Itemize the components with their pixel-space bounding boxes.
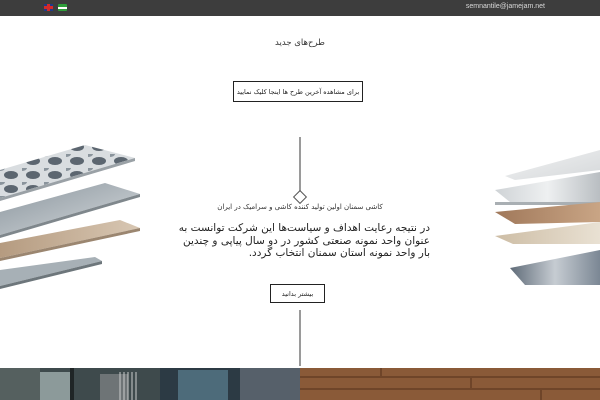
divider-line-bottom: [299, 310, 301, 366]
contact-email-link[interactable]: semnantile@jamejam.net: [465, 3, 545, 10]
new-designs-title: طرح‌های جدید: [275, 38, 325, 48]
divider-line-top: [299, 137, 301, 191]
view-latest-designs-button[interactable]: برای مشاهده آخرین طرح ها اینجا کلیک نمایید: [233, 81, 363, 102]
uk-flag-icon[interactable]: [44, 4, 53, 11]
top-bar: [0, 0, 600, 16]
bottom-photo-strip: [0, 368, 600, 400]
learn-more-button[interactable]: بیشتر بدانید: [270, 284, 325, 303]
tiles-left-illustration: [0, 140, 145, 300]
iran-flag-icon[interactable]: [58, 4, 67, 11]
company-subtitle: کاشی سمنان اولین تولید کننده کاشی و سرامیک در ایران: [217, 203, 383, 211]
diamond-icon: [293, 190, 307, 204]
tiles-right-illustration: [495, 140, 600, 300]
company-description: در نتیجه رعایت اهداف و سیاست‌ها این شرکت توانست به عنوان واحد نمونه صنعتی کشور در دو سال پیاپی و چندین بار واحد نمونه استان سمنان انتخاب گردد.: [178, 222, 430, 259]
